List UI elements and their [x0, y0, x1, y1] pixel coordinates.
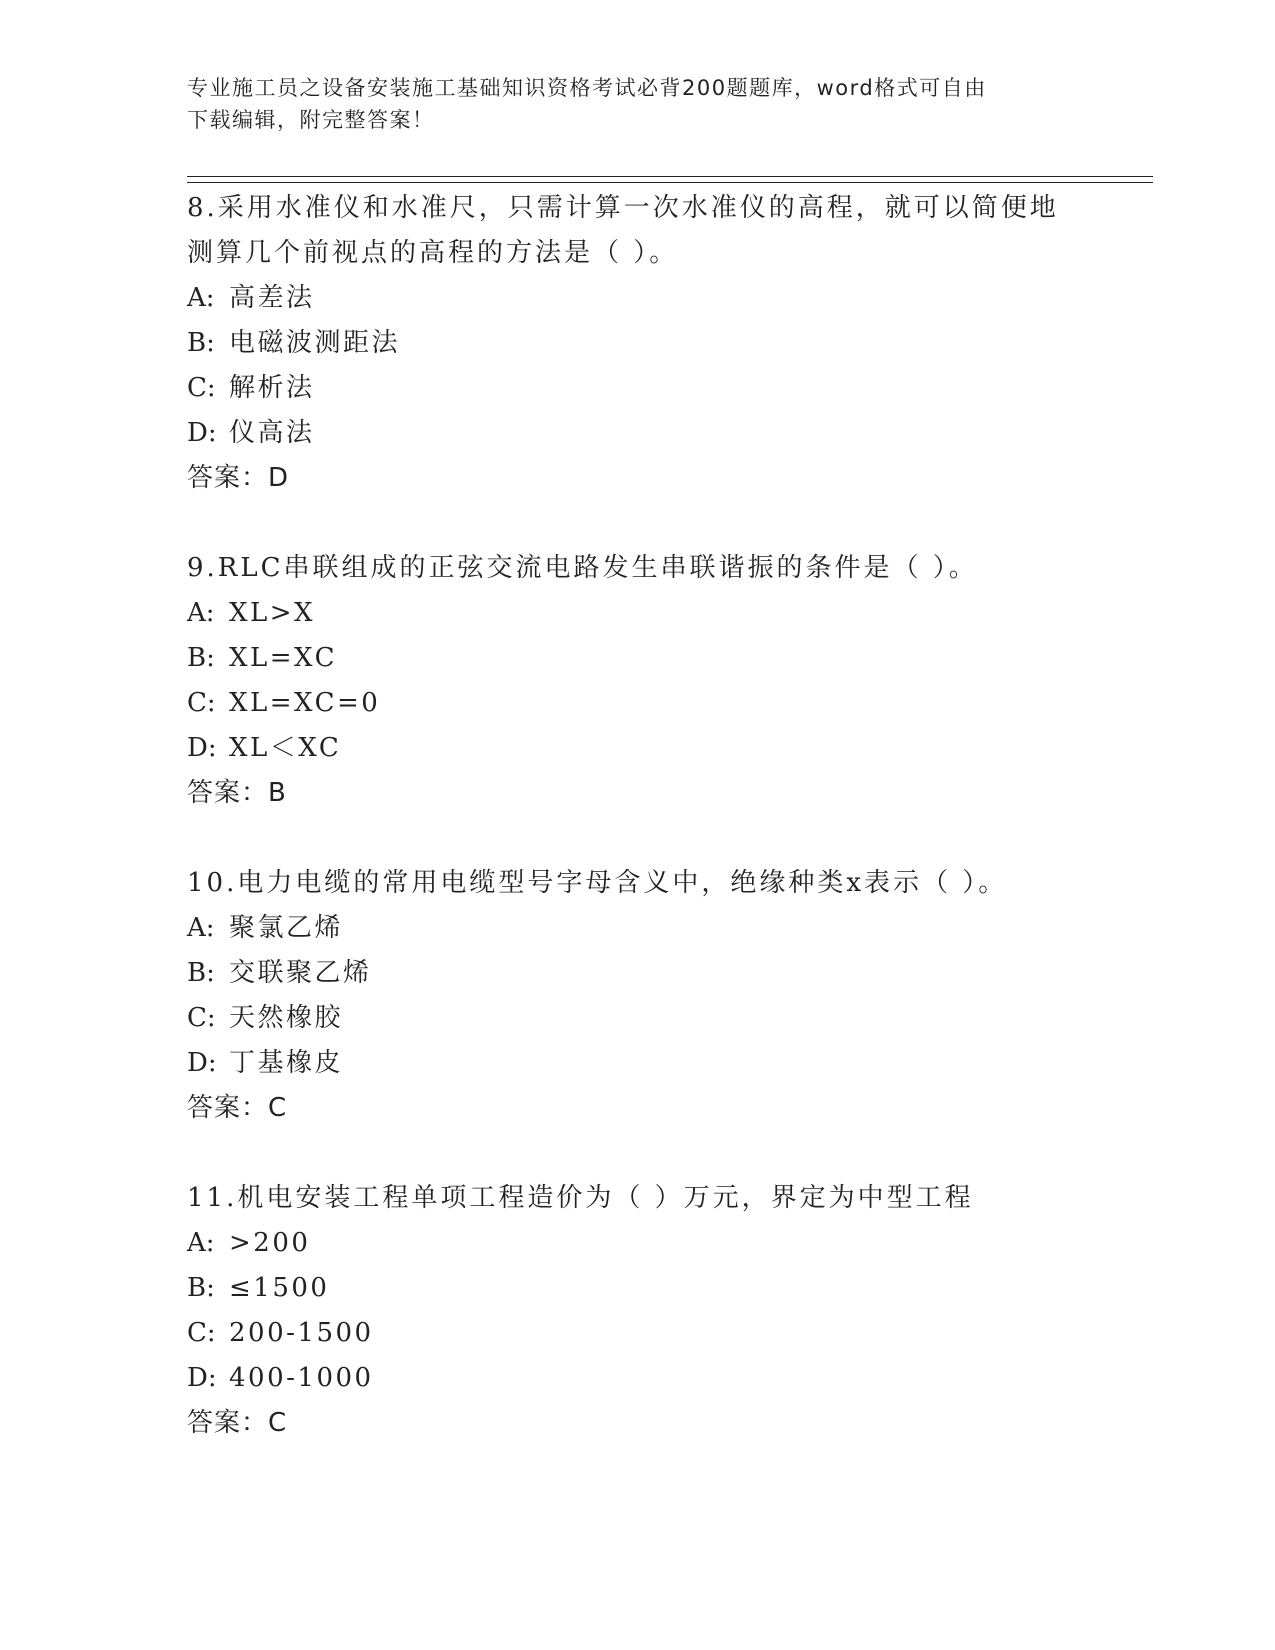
question-10-text-line-1: 10.电力电缆的常用电缆型号字母含义中，绝缘种类x表示（ ）。: [187, 868, 1008, 898]
question-11-option-d: [187, 1356, 374, 1401]
question-9-option-c: [187, 681, 380, 726]
option-key: B:: [187, 643, 215, 673]
question-8-text-line-1: 8.采用水准仪和水准尺，只需计算一次水准仪的高程，就可以简便地: [187, 193, 1059, 223]
option-text: 解析法: [229, 373, 315, 403]
question-11-option-c: [187, 1311, 374, 1356]
question-8-option-d: [187, 411, 315, 456]
option-key: D:: [187, 1363, 217, 1393]
option-text: 天然橡胶: [229, 1003, 344, 1033]
question-11-answer: 答案：C: [187, 1408, 288, 1438]
option-text: 交联聚乙烯: [229, 958, 372, 988]
question-8-option-c: [187, 366, 315, 411]
option-key: B:: [187, 328, 215, 358]
question-8-option-a: [187, 276, 315, 321]
question-10-answer: 答案：C: [187, 1093, 288, 1123]
question-11-text-line-1: 11.机电安装工程单项工程造价为（ ）万元，界定为中型工程: [187, 1183, 974, 1213]
question-11-option-a: [187, 1221, 310, 1266]
question-9-answer: 答案：B: [187, 778, 287, 808]
question-8-answer: 答案：D: [187, 463, 290, 493]
question-9-option-b: [187, 636, 337, 681]
option-key: A:: [187, 1228, 215, 1258]
option-text: 200-1500: [229, 1318, 374, 1348]
question-10-option-d: [187, 1041, 343, 1086]
question-10-option-a: [187, 906, 343, 951]
option-text: XL=XC=0: [229, 688, 381, 718]
option-text: 丁基橡皮: [229, 1048, 344, 1078]
option-text: XL>X: [229, 598, 316, 628]
option-key: A:: [187, 283, 215, 313]
option-key: B:: [187, 1273, 215, 1303]
question-9-text-line-1: 9.RLC串联组成的正弦交流电路发生串联谐振的条件是（ ）。: [187, 553, 978, 583]
question-11-option-b: [187, 1266, 329, 1311]
option-key: C:: [187, 373, 216, 403]
option-key: B:: [187, 958, 215, 988]
option-text: >200: [229, 1228, 311, 1258]
option-text: 高差法: [229, 283, 315, 313]
option-key: D:: [187, 1048, 217, 1078]
question-8-text-line-2: 测算几个前视点的高程的方法是（ ）。: [187, 238, 679, 268]
option-text: XL=XC: [229, 643, 338, 673]
header-line-2: 下载编辑，附完整答案！: [187, 108, 435, 132]
header-line-1: 专业施工员之设备安装施工基础知识资格考试必背200题题库，word格式可自由: [187, 76, 987, 100]
option-text: ≤1500: [229, 1273, 330, 1303]
document-header: [187, 72, 1067, 136]
question-10-option-c: [187, 996, 343, 1041]
option-text: 聚氯乙烯: [229, 913, 344, 943]
option-key: C:: [187, 1003, 216, 1033]
option-text: 400-1000: [229, 1363, 374, 1393]
option-key: A:: [187, 598, 215, 628]
option-key: D:: [187, 733, 217, 763]
question-8-option-b: [187, 321, 400, 366]
option-text: 电磁波测距法: [229, 328, 401, 358]
question-9-option-a: [187, 591, 315, 636]
option-key: A:: [187, 913, 215, 943]
option-key: C:: [187, 1318, 216, 1348]
option-key: C:: [187, 688, 216, 718]
option-text: XL＜XC: [229, 733, 342, 763]
option-key: D:: [187, 418, 217, 448]
header-divider-bottom: [187, 182, 1153, 183]
option-text: 仪高法: [229, 418, 315, 448]
header-divider-top: [187, 176, 1153, 177]
question-10-option-b: [187, 951, 372, 996]
question-9-option-d: [187, 726, 341, 771]
